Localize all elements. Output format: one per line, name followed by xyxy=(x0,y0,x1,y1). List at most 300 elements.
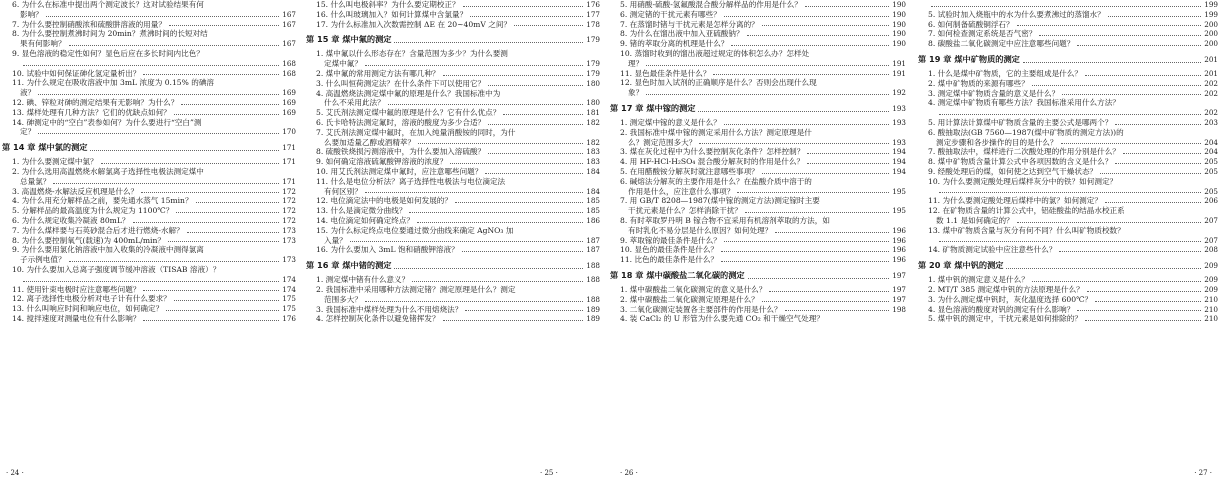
entry-page-number: 190 xyxy=(892,19,906,29)
dot-leader xyxy=(1059,251,1201,252)
entry-text: 有何区别？ xyxy=(324,186,362,196)
toc-entry[interactable] xyxy=(916,177,1222,187)
chapter-heading[interactable] xyxy=(304,32,604,47)
entry-text: 13. 煤中矿物质含量与灰分有何不同？什么叫矿物质校数？ xyxy=(928,225,1125,235)
toc-entry[interactable] xyxy=(304,89,604,99)
toc-entry[interactable] xyxy=(608,305,910,315)
entry-text: 定？ xyxy=(20,127,36,137)
entry-text: 范围多大？ xyxy=(324,294,362,304)
toc-entry-continuation[interactable] xyxy=(916,108,1222,118)
dot-leader xyxy=(412,281,583,282)
chapter-heading[interactable] xyxy=(304,258,604,273)
entry-text: 理？ xyxy=(628,58,644,68)
toc-entry-continuation[interactable] xyxy=(304,59,604,69)
toc-entry-continuation[interactable] xyxy=(608,138,910,148)
toc-entry-continuation[interactable] xyxy=(304,236,604,246)
toc-entry[interactable] xyxy=(608,0,910,10)
dot-leader xyxy=(745,212,889,213)
dot-leader xyxy=(1077,310,1201,311)
toc-entry[interactable] xyxy=(916,20,1222,30)
dot-leader xyxy=(1077,45,1201,46)
toc-entries xyxy=(916,0,1222,324)
entry-text: 12. 离子选择性电极分析对电子计有什么要求？ xyxy=(12,294,171,304)
toc-entry-continuation[interactable] xyxy=(0,127,300,137)
toc-entry[interactable] xyxy=(916,147,1222,157)
entry-text: 8. 为什么要控制煮沸时间为 20min？煮沸时间的长短对结 xyxy=(12,29,208,39)
toc-entry[interactable] xyxy=(608,255,910,265)
entry-text: 16. 什么叫玻璃加入？如何计算煤中含氯量？ xyxy=(316,9,468,19)
entry-text: 7. 用 GB/T 8208—1987(煤中镓的测定方法)测定镓时主要 xyxy=(620,196,820,206)
toc-entry-continuation[interactable] xyxy=(0,177,300,187)
entry-page-number: 191 xyxy=(892,68,906,78)
entry-page-number: 169 xyxy=(282,107,296,117)
dot-leader xyxy=(176,212,279,213)
dot-leader xyxy=(394,42,583,43)
entry-text: 15. 什么叫电极斜率？为什么要定期校正？ xyxy=(316,0,460,9)
entry-page-number: 179 xyxy=(586,59,600,69)
toc-entry[interactable] xyxy=(304,157,604,167)
entry-text: 数 1.1 是如何确定的？ xyxy=(936,215,1014,225)
entry-text: 12. 在矿物质含量的计算公式中，铝硅酸盐的结晶水校正系 xyxy=(928,206,1125,216)
entry-page-number: 195 xyxy=(892,186,906,196)
toc-entry-continuation[interactable] xyxy=(0,10,300,20)
entry-page-number: 194 xyxy=(892,166,906,176)
toc-entry-continuation[interactable] xyxy=(916,216,1222,226)
entry-text: 影响？ xyxy=(20,9,43,19)
dot-leader xyxy=(737,192,889,193)
entry-page-number: 185 xyxy=(586,196,600,206)
toc-entry[interactable] xyxy=(608,69,910,79)
entry-text: 么要加适量乙醇或酒精萃？ xyxy=(324,137,416,147)
dot-leader xyxy=(503,114,583,115)
toc-entry[interactable] xyxy=(304,128,604,138)
entry-page-number: 171 xyxy=(282,176,296,186)
entry-page-number: 200 xyxy=(1204,29,1218,39)
toc-page-25 xyxy=(304,0,604,481)
toc-entry[interactable] xyxy=(304,49,604,59)
dot-leader xyxy=(365,301,583,302)
toc-entry[interactable] xyxy=(916,89,1222,99)
entry-text: 1. 为什么要测定煤中氯？ xyxy=(12,157,98,167)
entry-page-number: 188 xyxy=(586,294,600,304)
entry-page-number: 182 xyxy=(586,117,600,127)
dot-leader xyxy=(53,183,279,184)
toc-entry[interactable] xyxy=(304,305,604,315)
entry-page-number: 210 xyxy=(1204,294,1218,304)
entry-page-number: 167 xyxy=(282,9,296,19)
toc-entry[interactable] xyxy=(0,236,300,246)
toc-entry-continuation[interactable] xyxy=(0,39,300,49)
toc-entry[interactable] xyxy=(916,69,1222,79)
dot-leader xyxy=(1085,75,1201,76)
toc-entry[interactable] xyxy=(916,98,1222,108)
toc-entry[interactable] xyxy=(608,285,910,295)
entry-text: 4. 用 HF-HCl-H₂SO₄ 混合酸分解灰时的作用是什么？ xyxy=(620,157,805,167)
dot-leader xyxy=(807,163,889,164)
toc-entry[interactable] xyxy=(608,157,910,167)
toc-entry[interactable] xyxy=(0,157,300,167)
dot-leader xyxy=(1085,320,1201,321)
entry-page-number: 201 xyxy=(1204,54,1218,64)
toc-entry[interactable] xyxy=(0,304,300,314)
toc-entry[interactable] xyxy=(304,226,604,236)
entry-text: 什么不采用此法？ xyxy=(324,98,385,108)
entry-text: 10. 试验中如何保证砷化氢定量析出？ xyxy=(12,68,141,78)
dot-leader xyxy=(1017,222,1202,223)
entry-page-number: 209 xyxy=(1204,261,1218,271)
dot-leader xyxy=(1115,124,1201,125)
entry-page-number: 200 xyxy=(1204,19,1218,29)
toc-entry[interactable] xyxy=(916,39,1222,49)
toc-entry-continuation[interactable] xyxy=(0,88,300,98)
dot-leader xyxy=(724,241,889,242)
toc-entry-continuation[interactable] xyxy=(916,187,1222,197)
chapter-heading[interactable] xyxy=(916,258,1222,273)
entry-page-number: 193 xyxy=(892,103,906,113)
entry-text: 2. 煤中氟的常用测定方法有哪几种？ xyxy=(316,68,440,78)
chapter-heading[interactable] xyxy=(916,52,1222,67)
entry-text: 8. 为什么要控制氧气(载速)为 400mL/min？ xyxy=(12,235,165,245)
entry-text: 10. 显色的最佳条件是什么？ xyxy=(620,245,719,255)
toc-page-27 xyxy=(916,0,1222,481)
entry-text: 1. 测定煤中锗有什么意义？ xyxy=(316,275,410,285)
entry-page-number: 190 xyxy=(892,29,906,39)
toc-entry[interactable] xyxy=(608,147,910,157)
toc-entry-continuation[interactable] xyxy=(0,275,300,285)
toc-entry[interactable] xyxy=(916,118,1222,128)
entry-text: 1. 煤中碳酸盐二氧化碳测定的意义是什么？ xyxy=(620,284,767,294)
toc-entry[interactable] xyxy=(608,177,910,187)
page-number: · 25 · xyxy=(540,469,558,477)
toc-entry[interactable] xyxy=(304,216,604,226)
page-number: · 27 · xyxy=(1194,469,1212,477)
entry-text: 1. 煤中氟以什么形态存在？含量范围为多少？为什么要测 xyxy=(316,49,508,59)
dot-leader xyxy=(514,25,583,26)
dot-leader xyxy=(721,251,889,252)
toc-entry-continuation[interactable] xyxy=(608,187,910,197)
toc-entry-continuation[interactable] xyxy=(916,236,1222,246)
toc-entry[interactable] xyxy=(0,118,300,128)
entry-page-number: 176 xyxy=(282,313,296,323)
dot-leader xyxy=(931,6,1201,7)
toc-entry-continuation[interactable] xyxy=(608,88,910,98)
chapter-title: 第 18 章 煤中碳酸盐二氧化碳的测定 xyxy=(610,269,745,280)
toc-entry[interactable] xyxy=(916,196,1222,206)
toc-entry[interactable] xyxy=(304,20,604,30)
toc-entry[interactable] xyxy=(916,245,1222,255)
entry-page-number: 172 xyxy=(282,186,296,196)
entry-text: 8. 为什么在馏出液中加入亚硫酸钠？ xyxy=(620,29,744,39)
entry-page-number: 199 xyxy=(1204,9,1218,19)
entry-text: 2. 煤中矿物质的来源有哪些？ xyxy=(928,78,1029,88)
toc-entry[interactable] xyxy=(304,196,604,206)
toc-entry[interactable] xyxy=(0,29,300,39)
toc-entry-continuation[interactable] xyxy=(0,59,300,69)
entry-text: 15. 为什么标定终点电位要通过微分曲线来确定 AgNO₃ 加 xyxy=(316,225,514,235)
entry-text: 16. 为什么要加入 3mL 饱和硝酸钾溶液？ xyxy=(316,245,459,255)
dot-leader xyxy=(394,268,583,269)
toc-entry[interactable] xyxy=(0,187,300,197)
toc-entry[interactable] xyxy=(608,49,910,59)
toc-entry[interactable] xyxy=(304,206,604,216)
entry-page-number: 183 xyxy=(586,157,600,167)
entry-page-number: 171 xyxy=(282,157,296,167)
dot-leader xyxy=(698,111,889,112)
toc-entry[interactable] xyxy=(304,285,604,295)
chapter-heading[interactable] xyxy=(608,101,910,116)
dot-leader xyxy=(46,16,280,17)
toc-entry[interactable] xyxy=(608,128,910,138)
toc-entry[interactable] xyxy=(916,167,1222,177)
toc-entry[interactable] xyxy=(916,285,1222,295)
toc-entry-continuation[interactable] xyxy=(304,295,604,305)
toc-entry[interactable] xyxy=(916,10,1222,20)
toc-entry[interactable] xyxy=(0,49,300,59)
toc-entry[interactable] xyxy=(304,10,604,20)
toc-entry[interactable] xyxy=(304,275,604,285)
dot-leader xyxy=(699,143,889,144)
toc-entry-continuation[interactable] xyxy=(608,59,910,69)
toc-entry-continuation[interactable] xyxy=(0,255,300,265)
entry-text: 2. 我国标准中煤中镓的测定采用什么方法？测定原理是什 xyxy=(620,127,812,137)
entry-text: 2. 为什么选用高温燃烧水解氯离子选择性电极法测定煤中 xyxy=(12,166,204,176)
dot-leader xyxy=(1032,281,1201,282)
toc-entry[interactable] xyxy=(0,78,300,88)
entry-page-number: 173 xyxy=(282,235,296,245)
dot-leader xyxy=(724,124,889,125)
toc-entry[interactable] xyxy=(916,305,1222,315)
toc-entry[interactable] xyxy=(304,108,604,118)
toc-entry-continuation[interactable] xyxy=(916,138,1222,148)
entry-text: 果有何影响？ xyxy=(20,39,66,49)
entry-text: 7. 如何检查测定系统是否气密？ xyxy=(928,29,1037,39)
chapter-title: 第 17 章 煤中镓的测定 xyxy=(610,102,696,113)
toc-entry[interactable] xyxy=(608,236,910,246)
toc-entry[interactable] xyxy=(916,0,1222,10)
chapter-heading[interactable] xyxy=(608,268,910,283)
dot-leader xyxy=(388,104,584,105)
toc-entry[interactable] xyxy=(916,314,1222,324)
dot-leader xyxy=(748,278,890,279)
toc-entry-continuation[interactable] xyxy=(608,226,910,236)
entry-text: 11. 使用针束电极时应注意哪些问题？ xyxy=(12,284,141,294)
toc-entry[interactable] xyxy=(608,295,910,305)
entry-text: 4. 为什么用充分解样品之前，要先通水蒸气 15min？ xyxy=(12,196,193,206)
dot-leader xyxy=(174,300,280,301)
toc-entry[interactable] xyxy=(916,295,1222,305)
entry-page-number: 196 xyxy=(892,245,906,255)
toc-entry[interactable] xyxy=(0,196,300,206)
entry-page-number: 197 xyxy=(892,294,906,304)
toc-entry[interactable] xyxy=(0,265,300,275)
entry-text: 14. 搅拌速度对测量电位有什么影响？ xyxy=(12,313,141,323)
entry-text: 11. 为什么要测定酸处理后煤样中的氯？如何测定？ xyxy=(928,196,1102,206)
entry-text: 11. 为什么规定在吸收溶液中加 3mL 浓度为 0.15% 的碘溶 xyxy=(12,78,215,88)
entry-text: 象？ xyxy=(628,88,644,98)
toc-entries xyxy=(0,0,300,324)
entry-text: 2. MT/T 385 测定煤中钒的方法原理是什么？ xyxy=(928,284,1084,294)
toc-entry[interactable] xyxy=(0,69,300,79)
entry-page-number: 194 xyxy=(892,147,906,157)
entry-text: 13. 什么叫响应时间和响应电位，如何确定？ xyxy=(12,304,164,314)
toc-entry[interactable] xyxy=(608,245,910,255)
entry-text: 7. 为什么要控制硝酸浓和硫酸肼溶液的用量？ xyxy=(12,19,166,29)
entry-text: 7. 艾氏剂法测定煤中氟时，在加入纯量消酸铵的同时，为什 xyxy=(316,127,516,137)
toc-entry[interactable] xyxy=(0,0,300,10)
dot-leader xyxy=(462,251,584,252)
entry-page-number: 168 xyxy=(282,68,296,78)
entry-page-number: 196 xyxy=(892,255,906,265)
dot-leader xyxy=(463,6,584,7)
toc-entry[interactable] xyxy=(916,29,1222,39)
entry-page-number: 189 xyxy=(586,314,600,324)
entry-page-number: 202 xyxy=(1204,108,1218,118)
entry-text: 17. 为什么标准加入次数需控制 ΔE 在 20~40mV 之间？ xyxy=(316,19,512,29)
entry-text: 8. 煤中矿物质含量计算公式中各项因数的含义是什么？ xyxy=(928,157,1113,167)
toc-entry[interactable] xyxy=(304,0,604,10)
entry-text: 4. 怎样控制灰化条件以避免锗挥发？ xyxy=(316,314,440,324)
toc-entries xyxy=(304,0,604,324)
chapter-title: 第 20 章 煤中钒的测定 xyxy=(918,260,1004,271)
entry-text: 5. 煤中钒的测定中，干扰元素是如何排除的？ xyxy=(928,314,1082,324)
toc-entry[interactable] xyxy=(304,245,604,255)
dot-leader xyxy=(133,222,280,223)
toc-entry[interactable] xyxy=(916,79,1222,89)
entry-page-number: 172 xyxy=(282,206,296,216)
toc-entry[interactable] xyxy=(0,206,300,216)
toc-entry[interactable] xyxy=(304,69,604,79)
toc-entry[interactable] xyxy=(0,285,300,295)
dot-leader xyxy=(350,241,584,242)
chapter-title: 第 19 章 煤中矿物质的测定 xyxy=(918,53,1020,64)
entry-page-number: 210 xyxy=(1204,314,1218,324)
dot-leader xyxy=(775,232,889,233)
entry-text: 测定步骤和各步操作的目的是什么？ xyxy=(936,137,1058,147)
toc-entry[interactable] xyxy=(0,167,300,177)
entry-text: 6. 为什么在标准中提出两个测定波长？这对试验结果有何 xyxy=(12,0,204,9)
toc-entry[interactable] xyxy=(304,314,604,324)
entry-page-number: 195 xyxy=(892,206,906,216)
toc-entry[interactable] xyxy=(0,108,300,118)
entry-text: 14. 矿物质测定试验中应注意些什么？ xyxy=(928,245,1057,255)
chapter-heading[interactable] xyxy=(0,140,300,155)
entry-page-number: 170 xyxy=(282,127,296,137)
entry-page-number: 168 xyxy=(282,58,296,68)
toc-entry[interactable] xyxy=(0,245,300,255)
toc-entry[interactable] xyxy=(608,10,910,20)
entry-text: 定煤中氟？ xyxy=(324,59,362,69)
entry-text: 1. 什么是煤中矿物质，它的主要组成是什么？ xyxy=(928,68,1082,78)
entry-text: 干扰元素是什么？怎样消除干扰？ xyxy=(628,206,742,216)
dot-leader xyxy=(805,6,889,7)
dot-leader xyxy=(409,212,583,213)
page-number: · 24 · xyxy=(6,469,24,477)
entry-page-number: 187 xyxy=(586,235,600,245)
toc-entry[interactable] xyxy=(916,206,1222,216)
toc-entry[interactable] xyxy=(608,216,910,226)
entry-text: 5. 用硝酸-硫酸-氢氟酸混合酸分解样品的作用是什么？ xyxy=(620,0,802,9)
dot-leader xyxy=(187,232,280,233)
dot-leader xyxy=(1100,173,1201,174)
entry-page-number: 190 xyxy=(892,9,906,19)
toc-entry[interactable] xyxy=(304,167,604,177)
entry-page-number: 198 xyxy=(892,304,906,314)
dot-leader xyxy=(143,320,279,321)
toc-entry[interactable] xyxy=(304,118,604,128)
toc-entry[interactable] xyxy=(304,79,604,89)
dot-leader xyxy=(1006,268,1201,269)
entry-page-number: 200 xyxy=(1204,39,1218,49)
toc-entry[interactable] xyxy=(0,98,300,108)
toc-entry[interactable] xyxy=(608,118,910,128)
toc-entry[interactable] xyxy=(608,314,910,324)
toc-entry-continuation[interactable] xyxy=(608,206,910,216)
dot-leader xyxy=(443,75,584,76)
toc-entry[interactable] xyxy=(916,157,1222,167)
dot-leader xyxy=(181,104,279,105)
toc-entry-continuation[interactable] xyxy=(304,187,604,197)
entry-page-number: 183 xyxy=(586,147,600,157)
entry-page-number: 204 xyxy=(1204,137,1218,147)
toc-entry[interactable] xyxy=(608,78,910,88)
chapter-title: 第 16 章 煤中锗的测定 xyxy=(306,260,392,271)
toc-entry[interactable] xyxy=(0,226,300,236)
entry-page-number: 184 xyxy=(586,166,600,176)
entry-page-number: 185 xyxy=(586,206,600,216)
entry-text: 13. 煤样处理有几种方法？它们的优缺点如何？ xyxy=(12,107,171,117)
entry-page-number: 205 xyxy=(1204,157,1218,167)
entry-text: 7. 为什么煤样要与石英砂混合后才进行燃烧-水解？ xyxy=(12,225,184,235)
entry-text: 5. 艾氏剂法测定煤中氟的原理是什么？它有什么优点？ xyxy=(316,108,501,118)
toc-entry[interactable] xyxy=(0,20,300,30)
dot-leader xyxy=(731,45,889,46)
entry-text: 6. 如何制备硫酸铜浮石？ xyxy=(928,19,1014,29)
dot-leader xyxy=(785,310,890,311)
dot-leader xyxy=(141,192,279,193)
toc-entry[interactable] xyxy=(916,226,1222,236)
toc-entry[interactable] xyxy=(0,294,300,304)
entry-text: 7. 在蒸馏时锗与干扰元素是怎样分离的？ xyxy=(620,19,759,29)
entry-page-number: 207 xyxy=(1204,235,1218,245)
toc-entry[interactable] xyxy=(0,314,300,324)
toc-entry[interactable] xyxy=(304,177,604,187)
entry-page-number: 202 xyxy=(1204,78,1218,88)
entry-page-number: 173 xyxy=(282,255,296,265)
toc-entry-continuation[interactable] xyxy=(304,98,604,108)
toc-entry-continuation[interactable] xyxy=(304,138,604,148)
entry-page-number: 175 xyxy=(282,304,296,314)
toc-entry[interactable] xyxy=(608,167,910,177)
entry-page-number: 196 xyxy=(892,235,906,245)
toc-entry[interactable] xyxy=(916,275,1222,285)
dot-leader xyxy=(23,65,279,66)
dot-leader xyxy=(168,241,279,242)
entry-page-number: 203 xyxy=(1204,117,1218,127)
entry-text: 3. 二氧化碳测定装置各主要部件的作用是什么？ xyxy=(620,304,782,314)
toc-entry[interactable] xyxy=(608,29,910,39)
toc-entry[interactable] xyxy=(304,147,604,157)
toc-entry[interactable] xyxy=(608,196,910,206)
toc-entry[interactable] xyxy=(0,216,300,226)
entry-page-number: 167 xyxy=(282,39,296,49)
toc-entry[interactable] xyxy=(916,128,1222,138)
entry-text: 14. 电位滴定如何确定终点？ xyxy=(316,215,415,225)
entry-text: 5. 试验时加入烧瓶中的水为什么要煮沸过的蒸馏水？ xyxy=(928,9,1105,19)
toc-entry[interactable] xyxy=(608,39,910,49)
dot-leader xyxy=(69,261,280,262)
entry-text: 4. 装 CaCl₂ 的 U 形管为什么要先通 CO₂ 和干燥空气处理？ xyxy=(620,314,824,324)
toc-entry[interactable] xyxy=(608,20,910,30)
